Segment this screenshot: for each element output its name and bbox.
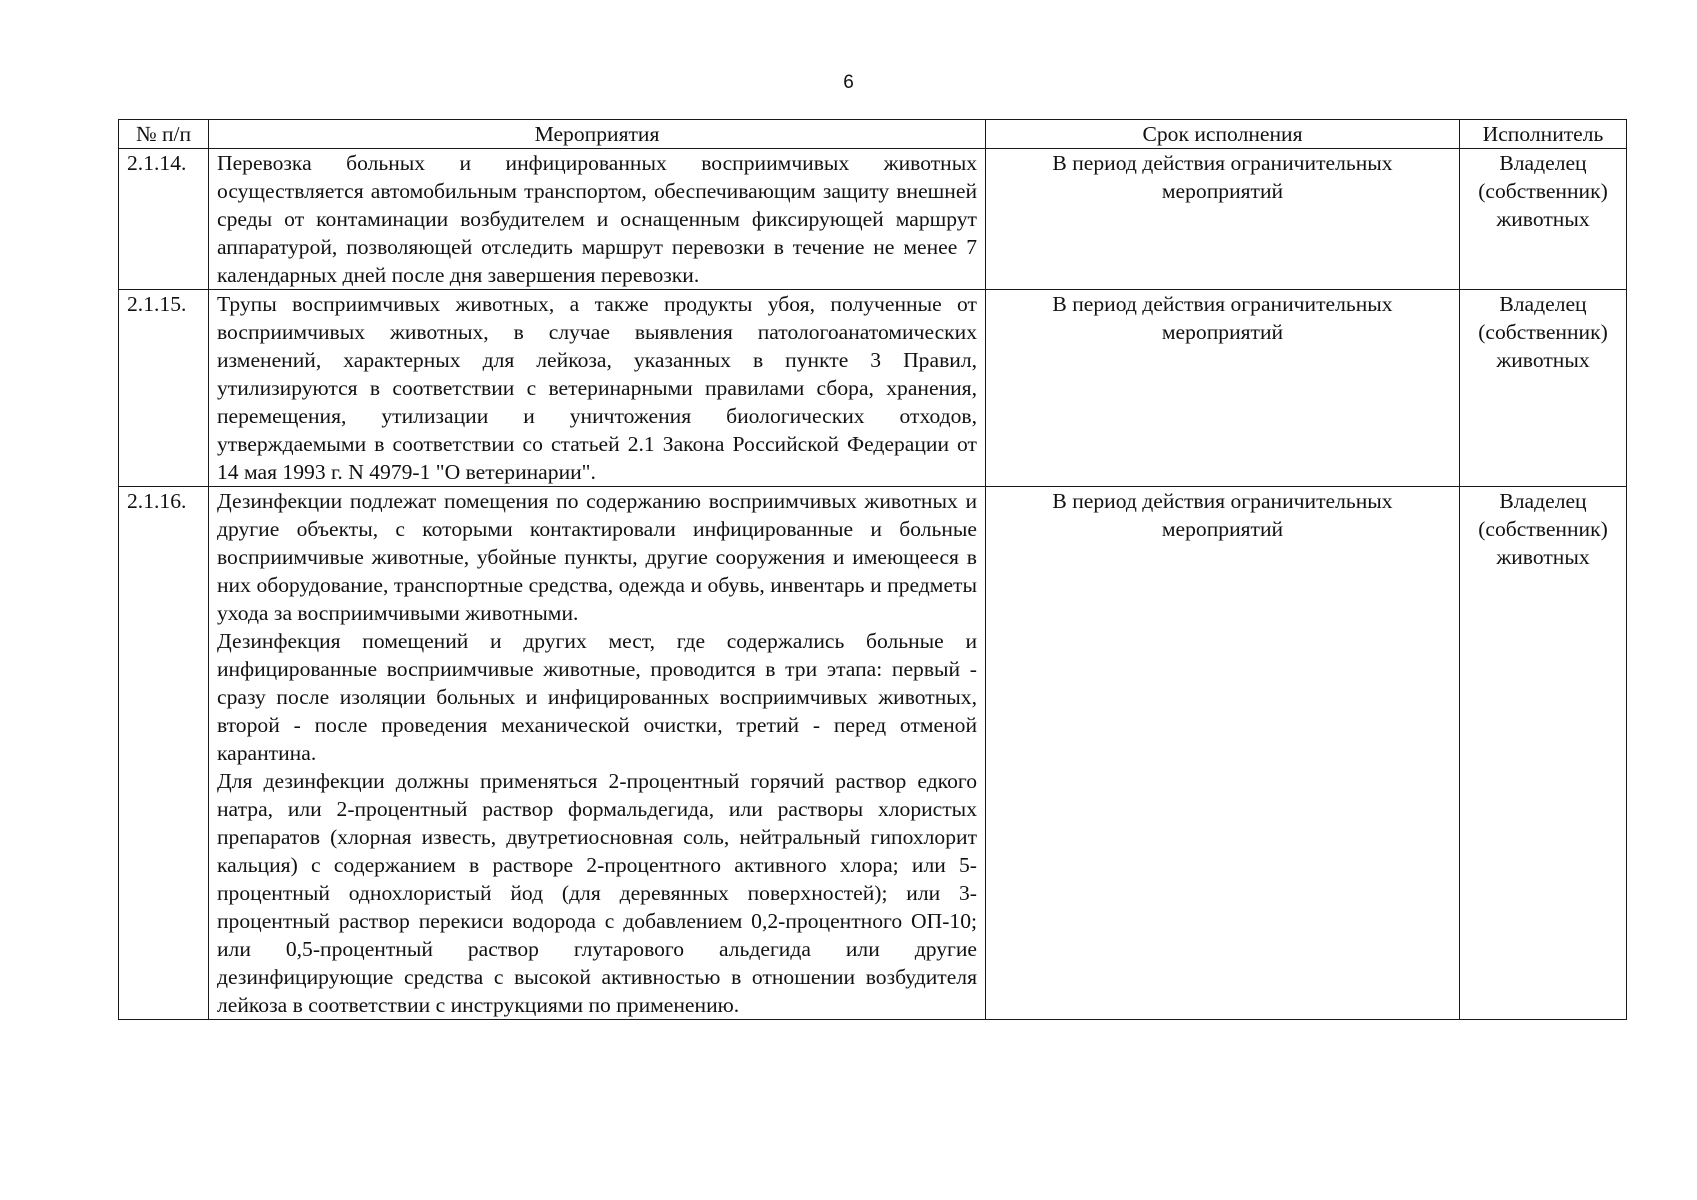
measure-paragraph: Дезинфекции подлежат помещения по содержанию восприимчивых животных и другие объекты, с которыми контактировали инфицированные и больные восприимчивые животные, убойные пункты, другие сооружения и имеющееся в них оборудование, транспортные средства, одежда и обувь, инвентарь и предметы ухода за восприимчивыми животными. xyxy=(217,489,977,625)
row-measure xyxy=(209,487,986,1020)
row-executor: Владелец (собственник) животных xyxy=(1460,487,1627,1020)
table-row xyxy=(119,290,1627,487)
row-number: 2.1.15. xyxy=(119,290,209,487)
measure-paragraph: Для дезинфекции должны применяться 2-процентный горячий раствор едкого натра, или 2-процентный раствор формальдегида, или растворы хлористых препаратов (хлорная известь, двутретиосновная соль, нейтральный гипохлорит кальция) с содержанием в растворе 2-процентного активного хлора; или 5-процентный однохлористый йод (для деревянных поверхностей); или 3-процентный раствор перекиси водорода с добавлением 0,2-процентного ОП-10; или 0,5-процентный раствор глутарового альдегида или другие дезинфицирующие средства с высокой активностью в отношении возбудителя лейкоза в соответствии с инструкциями по применению. xyxy=(217,769,977,1017)
table-row xyxy=(119,149,1627,290)
header-deadline: Срок исполнения xyxy=(986,120,1460,149)
row-executor: Владелец (собственник) животных xyxy=(1460,290,1627,487)
table-row xyxy=(119,487,1627,1020)
row-deadline: В период действия ограничительных мероприятий xyxy=(986,290,1460,487)
header-executor: Исполнитель xyxy=(1460,120,1627,149)
row-deadline: В период действия ограничительных мероприятий xyxy=(986,487,1460,1020)
measure-paragraph: Дезинфекция помещений и других мест, где содержались больные и инфицированные восприимчивые животные, проводится в три этапа: первый - сразу после изоляции больных и инфицированных восприимчивых животных, второй - после проведения механической очистки, третий - перед отменой карантина. xyxy=(217,629,977,765)
row-measure xyxy=(209,290,986,487)
row-deadline: В период действия ограничительных мероприятий xyxy=(986,149,1460,290)
row-number: 2.1.14. xyxy=(119,149,209,290)
table-header-row xyxy=(119,120,1627,149)
measure-paragraph: Перевозка больных и инфицированных восприимчивых животных осуществляется автомобильным транспортом, обеспечивающим защиту внешней среды от контаминации возбудителем и оснащенным фиксирующей маршрут аппаратурой, позволяющей отследить маршрут перевозки в течение не менее 7 календарных дней после дня завершения перевозки. xyxy=(217,151,977,287)
measure-paragraph: Трупы восприимчивых животных, а также продукты убоя, полученные от восприимчивых животных, в случае выявления патологоанатомических изменений, характерных для лейкоза, указанных в пункте 3 Правил, утилизируются в соответствии с ветеринарными правилами сбора, хранения, перемещения, утилизации и уничтожения биологических отходов, утверждаемыми в соответствии со статьей 2.1 Закона Российской Федерации от 14 мая 1993 г. N 4979-1 "О ветеринарии". xyxy=(217,292,977,484)
page-number: 6 xyxy=(843,72,854,93)
header-measures: Мероприятия xyxy=(209,120,986,149)
row-measure xyxy=(209,149,986,290)
header-number: № п/п xyxy=(119,120,209,149)
measures-table xyxy=(118,119,1627,1020)
row-executor: Владелец (собственник) животных xyxy=(1460,149,1627,290)
row-number: 2.1.16. xyxy=(119,487,209,1020)
